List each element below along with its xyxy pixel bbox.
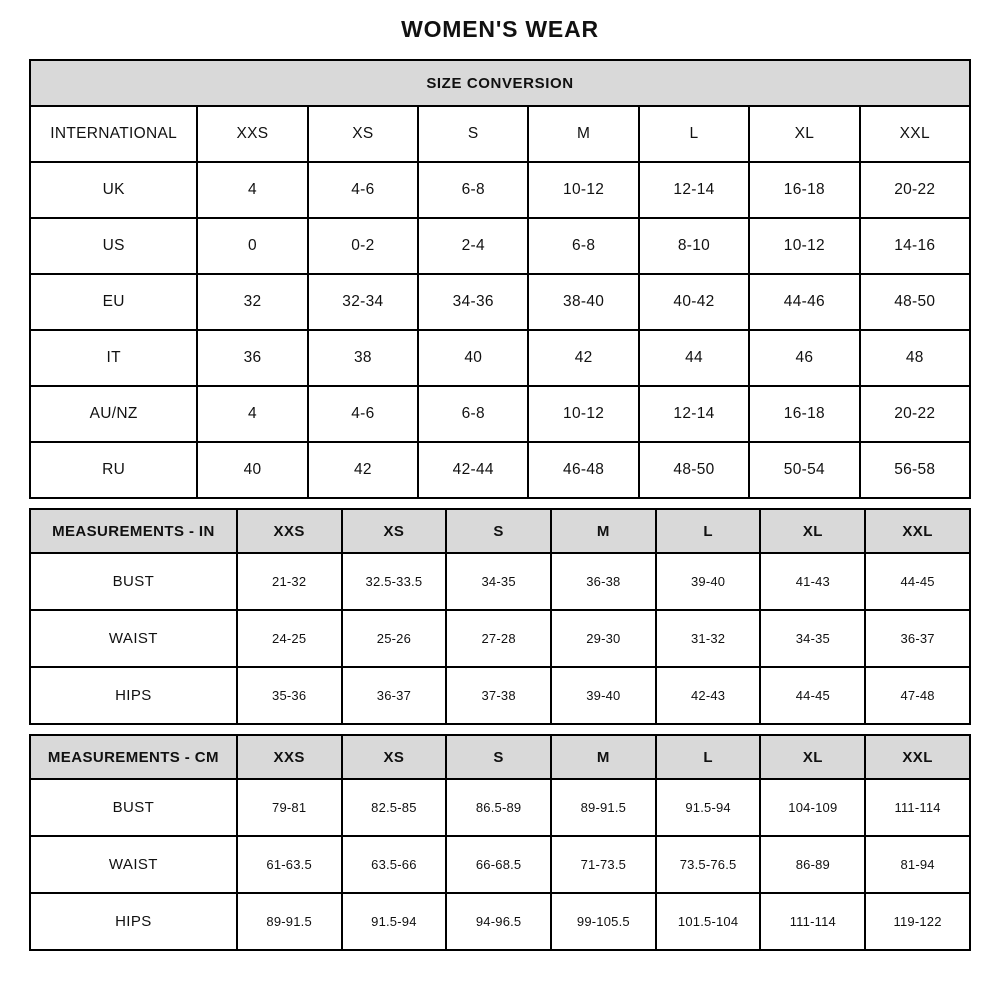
value-cell: 0	[197, 218, 307, 274]
table-row	[30, 667, 970, 724]
value-cell: XL	[749, 106, 859, 162]
value-cell: 89-91.5	[237, 893, 342, 950]
table-row	[30, 735, 970, 779]
value-cell: 39-40	[551, 667, 656, 724]
table-row	[30, 386, 970, 442]
size-header-cell: XXS	[237, 735, 342, 779]
value-cell: 4-6	[308, 162, 418, 218]
row-label-cell: WAIST	[30, 836, 237, 893]
row-label-cell: EU	[30, 274, 197, 330]
value-cell: 66-68.5	[446, 836, 551, 893]
value-cell: 14-16	[860, 218, 970, 274]
value-cell: 12-14	[639, 162, 749, 218]
value-cell: 101.5-104	[656, 893, 761, 950]
value-cell: 16-18	[749, 386, 859, 442]
value-cell: 40	[418, 330, 528, 386]
value-cell: 89-91.5	[551, 779, 656, 836]
value-cell: 46-48	[528, 442, 638, 498]
value-cell: XXL	[860, 106, 970, 162]
value-cell: 79-81	[237, 779, 342, 836]
value-cell: 48	[860, 330, 970, 386]
value-cell: 27-28	[446, 610, 551, 667]
value-cell: 2-4	[418, 218, 528, 274]
value-cell: 119-122	[865, 893, 970, 950]
value-cell: 73.5-76.5	[656, 836, 761, 893]
value-cell: 6-8	[418, 162, 528, 218]
value-cell: 38	[308, 330, 418, 386]
row-label-cell: AU/NZ	[30, 386, 197, 442]
size-header-cell: XXS	[237, 509, 342, 553]
value-cell: 34-35	[760, 610, 865, 667]
value-cell: 38-40	[528, 274, 638, 330]
value-cell: 20-22	[860, 386, 970, 442]
value-cell: 104-109	[760, 779, 865, 836]
value-cell: 46	[749, 330, 859, 386]
value-cell: 48-50	[860, 274, 970, 330]
value-cell: 44-46	[749, 274, 859, 330]
value-cell: 81-94	[865, 836, 970, 893]
value-cell: 31-32	[656, 610, 761, 667]
table-row	[30, 610, 970, 667]
value-cell: 82.5-85	[342, 779, 447, 836]
value-cell: 44	[639, 330, 749, 386]
table-row	[30, 836, 970, 893]
value-cell: 40-42	[639, 274, 749, 330]
value-cell: 42	[528, 330, 638, 386]
size-header-cell: XS	[342, 509, 447, 553]
size-header-cell: XXL	[865, 509, 970, 553]
value-cell: 63.5-66	[342, 836, 447, 893]
value-cell: 32	[197, 274, 307, 330]
section-header-cell: MEASUREMENTS - IN	[30, 509, 237, 553]
value-cell: 8-10	[639, 218, 749, 274]
row-label-cell: RU	[30, 442, 197, 498]
value-cell: 29-30	[551, 610, 656, 667]
table-row	[30, 893, 970, 950]
section-header-cell: MEASUREMENTS - CM	[30, 735, 237, 779]
value-cell: 4	[197, 162, 307, 218]
value-cell: 36-37	[865, 610, 970, 667]
value-cell: XS	[308, 106, 418, 162]
value-cell: 10-12	[528, 162, 638, 218]
size-header-cell: M	[551, 735, 656, 779]
value-cell: 25-26	[342, 610, 447, 667]
value-cell: 21-32	[237, 553, 342, 610]
value-cell: L	[639, 106, 749, 162]
table-row	[30, 553, 970, 610]
value-cell: 4-6	[308, 386, 418, 442]
row-label-cell: IT	[30, 330, 197, 386]
value-cell: 16-18	[749, 162, 859, 218]
value-cell: 99-105.5	[551, 893, 656, 950]
value-cell: 35-36	[237, 667, 342, 724]
value-cell: 34-36	[418, 274, 528, 330]
size-header-cell: XS	[342, 735, 447, 779]
row-label-cell: HIPS	[30, 667, 237, 724]
value-cell: 6-8	[528, 218, 638, 274]
value-cell: 91.5-94	[656, 779, 761, 836]
value-cell: 71-73.5	[551, 836, 656, 893]
value-cell: 32-34	[308, 274, 418, 330]
size-header-cell: L	[656, 735, 761, 779]
page-title: WOMEN'S WEAR	[401, 16, 599, 42]
value-cell: 41-43	[760, 553, 865, 610]
value-cell: 0-2	[308, 218, 418, 274]
size-header-cell: S	[446, 735, 551, 779]
size-header-cell: XXL	[865, 735, 970, 779]
size-header-cell: L	[656, 509, 761, 553]
value-cell: S	[418, 106, 528, 162]
value-cell: 37-38	[446, 667, 551, 724]
measurements-in-table	[29, 508, 971, 725]
table-row	[30, 442, 970, 498]
value-cell: 42-44	[418, 442, 528, 498]
value-cell: 91.5-94	[342, 893, 447, 950]
row-label-cell: BUST	[30, 553, 237, 610]
row-label-cell: UK	[30, 162, 197, 218]
table-row	[30, 779, 970, 836]
value-cell: 32.5-33.5	[342, 553, 447, 610]
value-cell: 111-114	[760, 893, 865, 950]
table-row	[30, 106, 970, 162]
value-cell: 42-43	[656, 667, 761, 724]
value-cell: 86-89	[760, 836, 865, 893]
value-cell: 48-50	[639, 442, 749, 498]
value-cell: 42	[308, 442, 418, 498]
value-cell: 20-22	[860, 162, 970, 218]
value-cell: 86.5-89	[446, 779, 551, 836]
value-cell: 12-14	[639, 386, 749, 442]
row-label-cell: US	[30, 218, 197, 274]
section-header-cell: SIZE CONVERSION	[30, 60, 970, 106]
value-cell: 44-45	[760, 667, 865, 724]
row-label-cell: INTERNATIONAL	[30, 106, 197, 162]
value-cell: 111-114	[865, 779, 970, 836]
value-cell: 24-25	[237, 610, 342, 667]
table-row	[30, 509, 970, 553]
value-cell: 36-37	[342, 667, 447, 724]
measurements-cm-table	[29, 734, 971, 951]
value-cell: 44-45	[865, 553, 970, 610]
value-cell: 6-8	[418, 386, 528, 442]
value-cell: 39-40	[656, 553, 761, 610]
value-cell: 36	[197, 330, 307, 386]
size-header-cell: S	[446, 509, 551, 553]
value-cell: 36-38	[551, 553, 656, 610]
value-cell: 50-54	[749, 442, 859, 498]
value-cell: 10-12	[528, 386, 638, 442]
value-cell: 10-12	[749, 218, 859, 274]
value-cell: 4	[197, 386, 307, 442]
size-header-cell: XL	[760, 509, 865, 553]
value-cell: 56-58	[860, 442, 970, 498]
value-cell: 94-96.5	[446, 893, 551, 950]
size-header-cell: M	[551, 509, 656, 553]
row-label-cell: BUST	[30, 779, 237, 836]
table-row	[30, 218, 970, 274]
value-cell: XXS	[197, 106, 307, 162]
row-label-cell: WAIST	[30, 610, 237, 667]
table-row	[30, 60, 970, 106]
value-cell: 34-35	[446, 553, 551, 610]
table-row	[30, 162, 970, 218]
size-conversion-table	[29, 59, 971, 499]
value-cell: M	[528, 106, 638, 162]
table-row	[30, 274, 970, 330]
table-row	[30, 330, 970, 386]
value-cell: 40	[197, 442, 307, 498]
size-header-cell: XL	[760, 735, 865, 779]
value-cell: 47-48	[865, 667, 970, 724]
value-cell: 61-63.5	[237, 836, 342, 893]
row-label-cell: HIPS	[30, 893, 237, 950]
